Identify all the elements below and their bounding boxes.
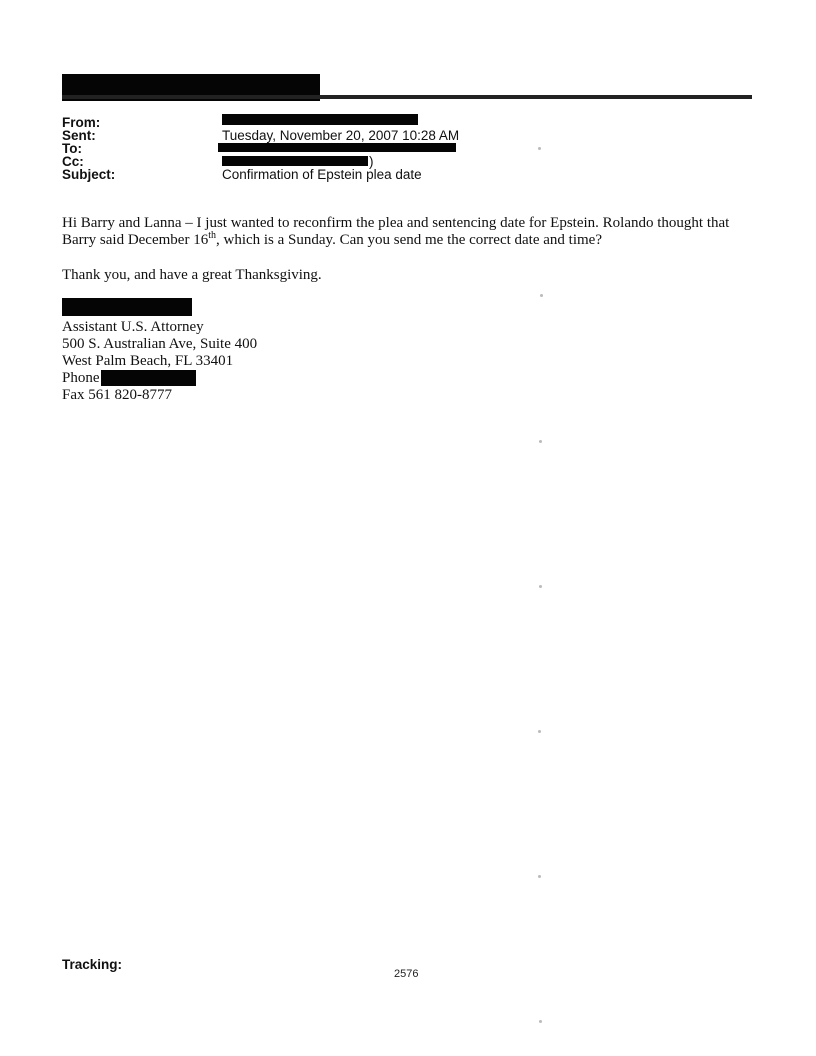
scan-speck: [538, 147, 541, 150]
redacted-cc-value: [222, 156, 368, 166]
signature-fax: Fax 561 820-8777: [62, 387, 172, 403]
header-divider: [62, 95, 752, 99]
cc-value-suffix: ): [369, 154, 374, 169]
tracking-label: Tracking:: [62, 957, 123, 972]
closing-line: Thank you, and have a great Thanksgiving.: [62, 267, 322, 283]
subject-value: Confirmation of Epstein plea date: [222, 167, 422, 182]
page-number: 2576: [394, 968, 419, 980]
redacted-from-value: [222, 114, 418, 125]
signature-phone-label: Phone: [62, 370, 100, 386]
redacted-to-value: [218, 143, 456, 152]
scan-speck: [539, 585, 542, 588]
scan-speck: [538, 875, 541, 878]
body-line-2-start: Barry said December 16: [62, 232, 209, 248]
body-line-1: Hi Barry and Lanna – I just wanted to reconfirm the plea and sentencing date for Epstein. Rolando thought that: [62, 215, 730, 231]
to-label: To:: [62, 141, 82, 156]
subject-label: Subject:: [62, 167, 116, 182]
body-line-2: [62, 231, 602, 249]
redacted-signature-name: [62, 298, 192, 316]
body-line-2-end: , which is a Sunday. Can you send me the correct date and time?: [215, 232, 602, 248]
scan-speck: [540, 294, 543, 297]
signature-address-2: West Palm Beach, FL 33401: [62, 353, 234, 369]
ordinal-suffix: th: [208, 230, 216, 241]
signature-title: Assistant U.S. Attorney: [62, 319, 204, 335]
redacted-phone-number: [101, 370, 196, 386]
cc-label: Cc:: [62, 154, 84, 169]
scan-speck: [538, 730, 541, 733]
scan-speck: [539, 1020, 542, 1023]
scan-speck: [539, 440, 542, 443]
sent-value: Tuesday, November 20, 2007 10:28 AM: [222, 128, 460, 143]
signature-address-1: 500 S. Australian Ave, Suite 400: [62, 336, 258, 352]
from-label: From:: [62, 115, 101, 130]
sent-label: Sent:: [62, 128, 96, 143]
